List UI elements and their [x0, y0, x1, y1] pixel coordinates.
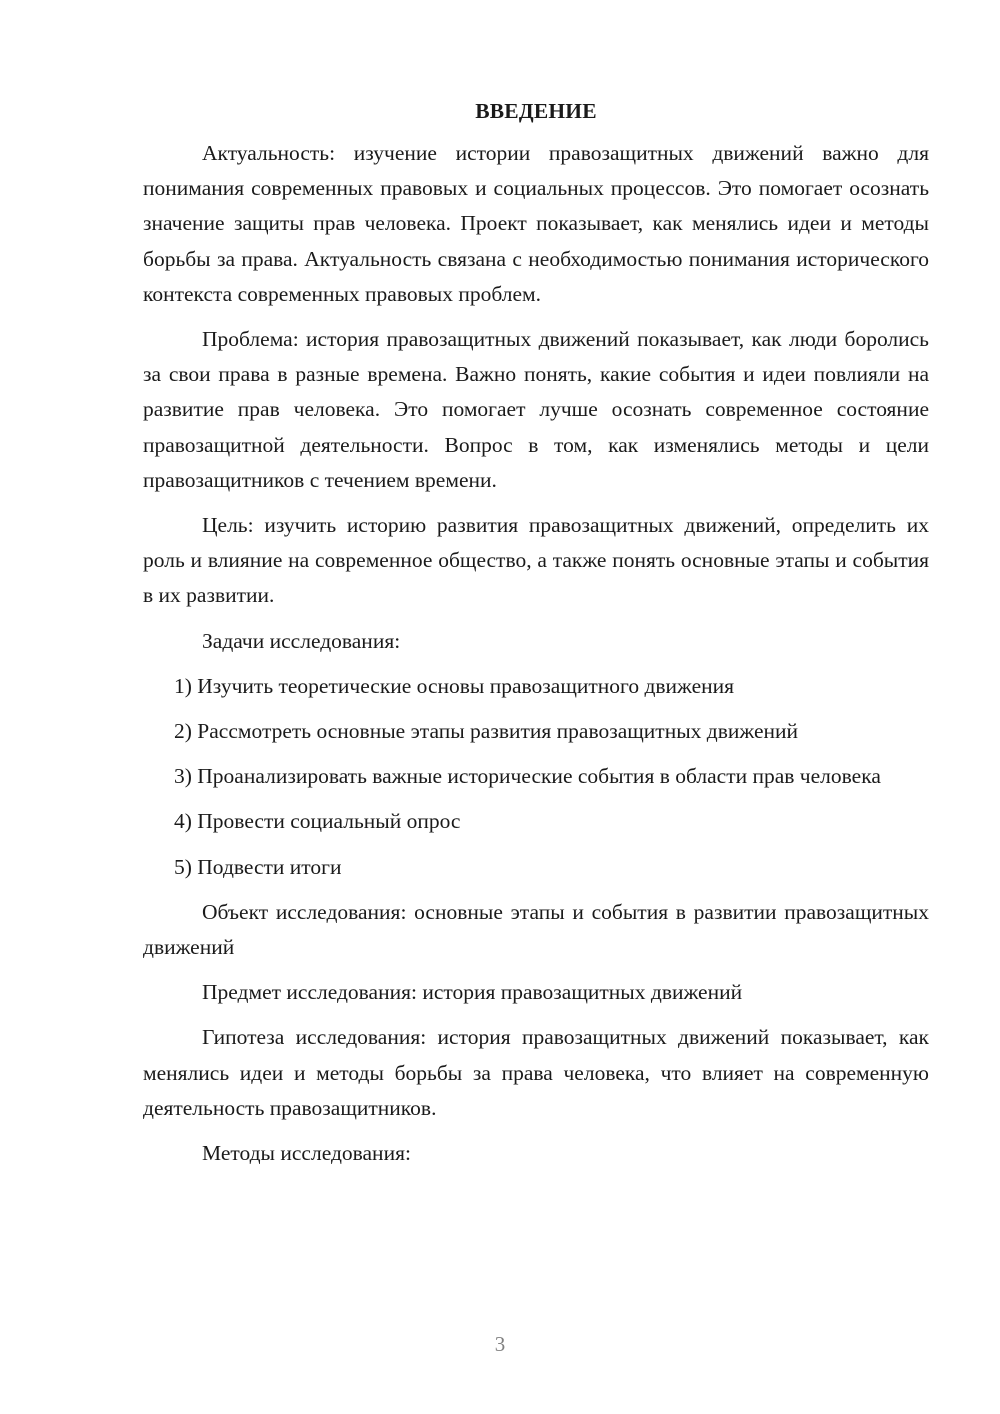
task-item: 3) Проанализировать важные исторические события в области прав человека — [174, 764, 881, 789]
paragraph-problem: Проблема: история правозащитных движений показывает, как люди боролись за свои права в разные времена. Важно понять, какие события и идеи повлияли на развитие прав человека. Это помогает лучше осознать современное состояние правозащитной деятельности. Вопрос в том, как изменялись методы и цели правозащитников с течением времени. — [143, 327, 929, 492]
task-item: 4) Провести социальный опрос — [174, 809, 461, 834]
paragraph-goal: Цель: изучить историю развития правозащитных движений, определить их роль и влияние на современное общество, а также понять основные этапы и события в их развитии. — [143, 513, 929, 608]
paragraph-tasks-heading: Задачи исследования: — [202, 628, 401, 653]
task-item: 2) Рассмотреть основные этапы развития правозащитных движений — [174, 719, 799, 744]
task-item: 5) Подвести итоги — [174, 854, 342, 879]
paragraph-object: Объект исследования: основные этапы и события в развитии правозащитных движений — [143, 899, 929, 960]
page-content — [143, 96, 929, 1181]
paragraph-relevance: Актуальность: изучение истории правозащитных движений важно для понимания современных правовых и социальных процессов. Это помогает осознать значение защиты прав человека. Проект показывает, как менялись идеи и методы борьбы за права. Актуальность связана с необходимостью понимания исторического контекста современных правовых проблем. — [143, 141, 929, 306]
page-number: 3 — [494, 1332, 506, 1356]
paragraph-methods: Методы исследования: — [202, 1141, 411, 1166]
section-heading: ВВЕДЕНИЕ — [475, 99, 597, 123]
task-item: 1) Изучить теоретические основы правозащитного движения — [174, 673, 735, 698]
paragraph-subject: Предмет исследования: история правозащитных движений — [202, 980, 743, 1005]
paragraph-hypothesis: Гипотеза исследования: история правозащитных движений показывает, как менялись идеи и методы борьбы за права человека, что влияет на современную деятельность правозащитников. — [143, 1025, 929, 1120]
